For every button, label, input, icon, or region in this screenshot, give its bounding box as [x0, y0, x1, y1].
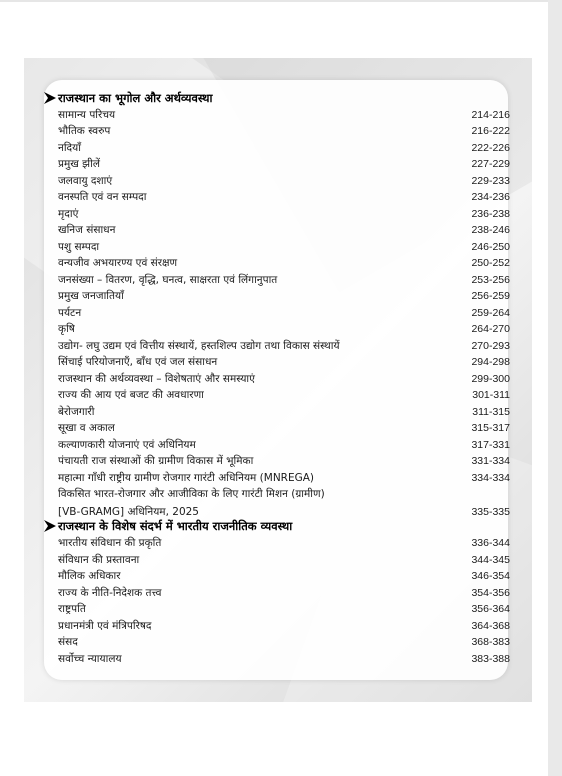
toc-entry: नदियाँ 222-226 — [58, 141, 510, 154]
toc-entry: राज्य की आय एवं बजट की अवधारणा 301-311 — [58, 389, 510, 401]
toc-entry: राष्ट्रपति 356-364 — [58, 603, 510, 615]
toc-entry: बेरोजगारी 311-315 — [58, 405, 510, 418]
toc-entry: प्रधानमंत्री एवं मंत्रिपरिषद 364-368 — [58, 619, 510, 632]
arrow-bullet-icon — [44, 92, 56, 104]
section-heading — [44, 90, 504, 106]
toc-entry: जलवायु दशाएं 229-233 — [58, 174, 510, 187]
toc-entry: मृदाएं 236-238 — [58, 207, 510, 220]
toc-entry: संविधान की प्रस्तावना 344-345 — [58, 553, 510, 566]
toc-entry: महात्मा गाँधी राष्ट्रीय ग्रामीण रोजगार गारंटी अधिनियम (MNREGA) 334-334 — [58, 471, 510, 484]
toc-entry: राज्य के नीति-निदेशक तत्त्व 354-356 — [58, 586, 510, 599]
toc-entry: मौलिक अधिकार 346-354 — [58, 570, 510, 582]
toc-entry: सिंचाई परियोजनाएँ, बाँध एवं जल संसाधन 294-298 — [58, 356, 510, 368]
right-page-edge — [548, 0, 562, 776]
toc-entry: प्रमुख झीलें 227-229 — [58, 158, 510, 170]
toc-entry: पंचायती राज संस्थाओं की ग्रामीण विकास में भूमिका 331-334 — [58, 455, 510, 467]
toc-entry: भारतीय संविधान की प्रकृति 336-344 — [58, 537, 510, 549]
toc-entry: खनिज संसाधन 238-246 — [58, 224, 510, 236]
toc-entry: उद्योग- लघु उद्यम एवं वित्तीय संस्थायें, हस्तशिल्प उद्योग तथा विकास संस्थायें 270-293 — [58, 339, 510, 352]
toc-entry: पशु सम्पदा 246-250 — [58, 240, 510, 253]
section-title: राजस्थान का भूगोल और अर्थव्यवस्था — [58, 91, 213, 105]
top-edge — [0, 0, 548, 2]
toc-entry: वनस्पति एवं वन सम्पदा 234-236 — [58, 191, 510, 203]
toc-entry: सामान्य परिचय 214-216 — [58, 108, 510, 121]
toc-entry: पर्यटन 259-264 — [58, 306, 510, 319]
contents-page — [24, 58, 532, 702]
toc-entry: सूखा व अकाल 315-317 — [58, 422, 510, 434]
toc-entry: कल्याणकारी योजनाएं एवं अधिनियम 317-331 — [58, 438, 510, 451]
toc-entry: भौतिक स्वरुप 216-222 — [58, 125, 510, 137]
toc-entry: वन्यजीव अभयारण्य एवं संरक्षण 250-252 — [58, 257, 510, 269]
toc-entry: विकसित भारत-रोजगार और आजीविका के लिए गारंटी मिशन (ग्रामीण) — [58, 488, 325, 500]
toc-entry: कृषि 264-270 — [58, 323, 510, 335]
section-title: राजस्थान के विशेष संदर्भ में भारतीय राजनीतिक व्यवस्था — [58, 519, 293, 533]
toc-entry: राजस्थान की अर्थव्यवस्था – विशेषताएं और समस्याएं 299-300 — [58, 372, 510, 385]
toc-entry: संसद 368-383 — [58, 636, 510, 648]
toc-entry: [VB-GRAMG] अधिनियम, 2025 335-335 — [58, 506, 510, 518]
toc-entry: सर्वोच्च न्यायालय 383-388 — [58, 652, 510, 665]
arrow-bullet-icon — [44, 520, 56, 532]
section-heading — [44, 518, 504, 534]
toc-entry: प्रमुख जनजातियाँ 256-259 — [58, 290, 510, 302]
toc-entry: जनसंख्या – वितरण, वृद्धि, घनत्व, साक्षरता एवं लिंगानुपात 253-256 — [58, 273, 510, 286]
